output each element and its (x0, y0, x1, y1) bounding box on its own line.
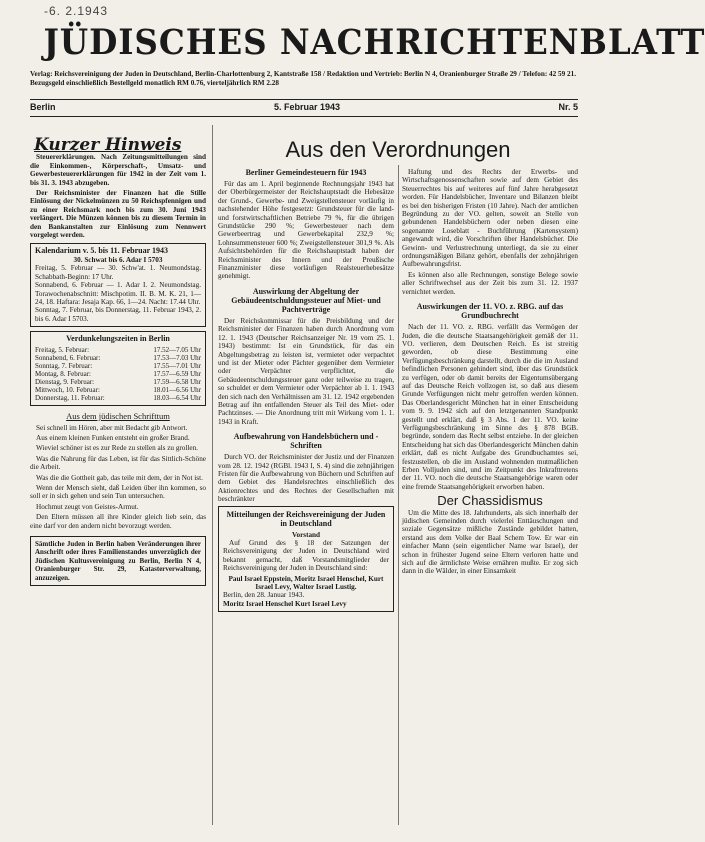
dateline-rule (30, 116, 578, 117)
verdunkelung-day: Donnerstag, 11. Februar: (35, 393, 105, 402)
mitteilungen-date: Berlin, den 28. Januar 1943. (223, 591, 305, 600)
archive-stamp: -6. 2.1943 (44, 4, 109, 18)
dateline-number: Nr. 5 (558, 102, 578, 112)
verdunkelung-row (35, 386, 201, 394)
verdunkelung-time: 17.55—7.01 Uhr (153, 361, 201, 370)
abgeltung-text: Der Reichskommissar für die Preisbildung und der Reichsminister der Finanzen haben durch Anordnung vom 12. 1. 1943 (Deutscher Reichsanzeiger Nr. 19 vom 25. 1. 1943) bestimmt: Ist ein Grundstück, für das ein Abgeltungsbetrag zu leisten ist, vermietet oder verpachtet und ist der Mieter oder Pächter gegenüber dem Vermieter oder Verpächter verpflichtet, die Gebäudeentschuldungssteuer ganz oder teilweise zu tragen, so schuldet er dem Vermieter oder Verpächter ab 1. 1. 1943 den sich nach den Verhältnissen am 31. 12. 1942 ergebenden Betrag auf ihn entfallenden Steuer als Teil des Miet- oder Pachtzinses. — Die Anordnung tritt mit Wirkung vom 1. 1. 1943 in Kraft. (218, 316, 394, 426)
mitteilungen-title: Mitteilungen der Reichsvereinigung der Juden in Deutschland (226, 509, 386, 528)
column-left (30, 135, 206, 590)
col3-text-1: Haftung und des Rechts der Erwerbs- und Wirtschaftsgenossenschaften sowie auf dem Gebiet des Steuerrechtes bis auf weiteres auf fünf Jahre herabgesetzt worden. Für Handelsbücher, Inventare und Bilanzen bleibt es bei den bisherigen Fristen (10 Jahre). Nach der amtlichen Begründung zu der VO. gelten, soweit an Stelle von gebundenen Handelsbüchern oder neben diesen eine sogenannte Loseblatt - Buchführung (Kartensystem) angewandt wird, die Vorschriften über Handelsbücher. Die Gewinn- und Verlustrechnung unterliegt, da sie zu einer ordnungsmäßigen Bilanz gehört, ebenfalls der zehnjährigen Aufbewahrungsfrist. (402, 168, 578, 269)
kalendarium-sub: 30. Schwat bis 6. Adar I 5703 (73, 255, 163, 264)
dateline (30, 102, 578, 112)
kalendarium-box (30, 243, 206, 327)
verdunkelung-row (35, 378, 201, 386)
schrifttum-paragraph: Den Eltern müssen all ihre Kinder gleich lieb sein, das eine darf vor den andern nicht bevorzugt werden. (30, 513, 206, 530)
verdunkelung-day: Mittwoch, 10. Februar: (35, 385, 100, 394)
abgeltung-title: Auswirkung der Abgeltung der Gebäudeentschuldungssteuer auf Miet- und Pachtverträge (231, 286, 381, 314)
kurzer-hinweis-title: Kurzer Hinweis (34, 135, 182, 155)
schrifttum-body (30, 424, 206, 530)
kalendarium-line-2: Sonnabend, 6. Februar — 1. Adar I. 2. Neumondstag. Torawochenabschnitt: Mischpotim. II. B. M. K. 21, 1—24, 18. Haftara: Jesaja Kap. 66, 1—24. Nacht: 17.44 Uhr. (35, 281, 201, 306)
kurzer-p2: Der Reichsminister der Finanzen hat die Stille Einlösung der Nickelmünzen zu 50 Reichspfennigen und zu einer Reichsmark noch bis zum 30. Juni 1943 verlängert. Die Münzen können bis zu diesem Termin in den Bankanstalten zur Einlösung zum Nennwert vorgelegt werden. (30, 189, 206, 240)
verordnungen-header (218, 135, 578, 163)
verdunkelung-day: Sonnabend, 6. Februar: (35, 353, 101, 362)
verdunkelung-table (35, 346, 201, 402)
verdunkelung-time: 17.53—7.03 Uhr (153, 353, 201, 362)
kalendarium-line-1: Freitag, 5. Februar — 30. Schw'at. 1. Neumondstag. Schabbath-Beginn: 17 Uhr. (35, 264, 201, 281)
verdunkelung-row (35, 346, 201, 354)
dateline-city: Berlin (30, 102, 56, 112)
top-rule (30, 99, 578, 100)
masthead: JÜDISCHES NACHRICHTENBLATT (43, 22, 705, 63)
schrifttum-paragraph: Wieviel schöner ist es zur Rede zu stellen als zu grollen. (36, 444, 198, 453)
column-middle (218, 168, 394, 612)
gemeinde-title: Berliner Gemeindesteuern für 1943 (245, 168, 367, 177)
mitteilungen-box (218, 506, 394, 613)
rbg-title: Auswirkungen der 11. VO. z. RBG. auf das Grundbuchrecht (416, 302, 564, 321)
verdunkelung-time: 18.03—6.54 Uhr (153, 393, 201, 402)
aufbewahrung-text: Durch VO. der Reichsminister der Justiz und der Finanzen vom 28. 12. 1942 (RGBl. 1943 I, S. 4) sind die zehnjährigen Fristen für die Aufbewahrung von Büchern und Schriften auf dem Gebiet des Handelsrechtes einschließlich des Aktienrechtes und des Rechtes der Gesellschaften mit beschränkter (218, 453, 394, 504)
schrifttum-paragraph: Was die die Gottheit gab, das teile mit dem, der in Not ist. (36, 473, 203, 482)
verordnungen-title: Aus den Verordnungen (285, 137, 511, 162)
verdunkelung-day: Sonntag, 7. Februar: (35, 361, 93, 370)
col3-text-2: Es können also alle Rechnungen, sonstige Belege sowie aller Schriftwechsel aus der Zeit bis zum 31. 12. 1937 vernichtet werden. (402, 270, 578, 296)
mitteilungen-names: Paul Israel Eppstein, Moritz Israel Henschel, Kurt Israel Levy, Walter Israel Lustig. (228, 574, 384, 592)
verdunkelung-time: 17.59—6.58 Uhr (153, 377, 201, 386)
kalendarium-line-3: Sonntag, 7. Februar, bis Donnerstag, 11. Februar 1943, 2. bis 6. Adar I 5703. (35, 306, 201, 323)
mitteilungen-sign: Moritz Israel Henschel Kurt Israel Levy (223, 599, 347, 608)
chassidismus-text: Um die Mitte des 18. Jahrhunderts, als sich innerhalb der jüdischen Gemeinden durch vielerlei Enttäuschungen und soziale Gegensätze mißliche Zustände gebildet hatten, erstand aus dem Volke der Baal Schem Tow. Er war ein einfacher Mann (sein eigentlicher Name war Israel), der schon in frühester Jugend seine Eltern verloren hatte und sich auf die ärmlichste Weise ernähren mußte. Er zog sich dann in die Wälder, in einer Einsamkeit (402, 508, 578, 576)
schrifttum-paragraph: Sei schnell im Hören, aber mit Bedacht gib Antwort. (36, 423, 188, 432)
verdunkelung-row (35, 370, 201, 378)
verdunkelung-time: 17.52—7.05 Uhr (153, 345, 201, 354)
mitteilungen-text: Auf Grund des § 18 der Satzungen der Reichsvereinigung der Juden in Deutschland wird bekannt gemacht, daß Vorstandsmitglieder der Reichsvereinigung der Juden in Deutschland sind: (223, 539, 389, 573)
verdunkelung-time: 17.57—6.59 Uhr (153, 369, 201, 378)
verdunkelung-time: 18.01—6.56 Uhr (153, 385, 201, 394)
rbg-text: Nach der 11. VO. z. RBG. verfällt das Vermögen der Juden, die die deutsche Staatsangehörigkeit gemäß der 11. VO. verlieren, dem Deutschen Reich. Es ist streitig geworden, ob diese Bestimmung eine Verfügungsbeschränkung darstellt, durch die die im Ausland befindlichen Personen gehindert sind, über das Grundstück zu verfügen, oder ob damit bereits der Eigentumsübergang auf das Deutsche Reich vollzogen ist, so daß aus diesem Grunde Verfügungen nicht mehr getroffen werden können. Das Oberlandesgericht München hat in einer Entscheidung vom 9. 9. 1942 sich auf den letztgenannten Standpunkt gestellt und erklärt, daß § 3 Abs. 1 der 11. VO. keine Verfügungsbeschränkung im Sinne des § 878 BGB. begründe, sondern das Recht selbst entziehe. In der gleichen Entscheidung hat sich das Oberlandesgericht München dahin erklärt, daß es nicht Aufgabe des Grundbuchamtes sei, festzustellen, ob die im Ausland wohnenden mutmaßlichen Erben Volljuden sind, und im Zeitpunkt des Inkrafttretens der 11. VO. noch die deutsche Staatsangehörige waren oder eine fremde Staatsangehörigkeit erworben haben. (402, 323, 578, 491)
schrifttum-paragraph: Hochmut zeugt von Geistes-Armut. (36, 502, 139, 511)
column-divider (212, 125, 213, 825)
schrifttum-title: Aus dem jüdischen Schrifttum (66, 410, 170, 421)
schrifttum-paragraph: Was die Nahrung für das Leben, ist für das Sittlich-Schöne die Arbeit. (30, 454, 206, 472)
mitteilungen-vorstand: Vorstand (291, 530, 321, 539)
column-divider-2 (398, 165, 399, 825)
schrifttum-paragraph: Aus einem kleinen Funken entsteht ein großer Brand. (36, 433, 190, 442)
verdunkelung-day: Montag, 8. Februar: (35, 369, 91, 378)
column-right (402, 168, 578, 578)
verdunkelung-row (35, 362, 201, 370)
aufbewahrung-title: Aufbewahrung von Handelsbüchern und -Schriften (233, 432, 379, 451)
dateline-date: 5. Februar 1943 (273, 102, 341, 112)
chassidismus-title: Der Chassidismus (437, 493, 543, 509)
gemeinde-text: Für das am 1. April beginnende Rechnungsjahr 1943 hat der Oberbürgermeister der Reichshauptstadt die Hebesätze der Grund-, Gewerbe- und Zweigstellensteuer vorläufig in nachstehender Höhe festgesetzt: Grundsteuer für die land- und forstwirtschaftlichen Betriebe 79 %, für die übrigen Grundstücke 290 %; Gewerbesteuer nach dem Gewerbeertrag und Gewerbekapital 232,9 %; Lohnsummensteuer 600 %; Zweigstellensteuer 301,9 %. Als Aufsichtsbehörden für die Reichshauptstadt haben der Reichsminister des Innern und der Preußische Finanzminister diese vorläufigen Realsteuerhebesätze genehmigt. (218, 180, 394, 281)
kurzer-p1: Steuererklärungen. Nach Zeitungsmitteilungen sind die Einkommen-, Körperschaft-, Umsatz- und Gewerbesteuererklärungen für 1942 in der Zeit vom 1. bis 31. 3. 1943 abzugeben. (30, 153, 206, 187)
verdunkelung-day: Freitag, 5. Februar: (35, 345, 90, 354)
verdunkelung-title: Verdunkelungszeiten in Berlin (66, 334, 170, 344)
verdunkelung-box (30, 331, 206, 405)
verdunkelung-day: Dienstag, 9. Februar: (35, 377, 95, 386)
verdunkelung-row (35, 394, 201, 402)
verdunkelung-row (35, 354, 201, 362)
kalendarium-title: Kalendarium v. 5. bis 11. Februar 1943 (35, 246, 168, 256)
notice-box: Sämtliche Juden in Berlin haben Veränderungen ihrer Anschrift oder ihres Familienstandes unverzüglich der Jüdischen Kultusvereinigung zu Berlin, Berlin N 4, Oranienburger Str. 29, Katasterverwaltung, anzuzeigen. (30, 536, 206, 586)
publisher-info: Verlag: Reichsvereinigung der Juden in Deutschland, Berlin-Charlottenburg 2, Kantstraße 158 / Redaktion und Vertrieb: Berlin N 4, Oranienburger Straße 29 / Telefon: 42 59 21. Bezugsgeld einschließlich Bestellgeld monatlich RM 0.76, vierteljährlich RM 2.28 (30, 70, 576, 87)
schrifttum-paragraph: Wenn der Mensch sieht, daß Leiden über ihn kommen, so soll er in sich gehen und sein Tun untersuchen. (30, 483, 206, 501)
